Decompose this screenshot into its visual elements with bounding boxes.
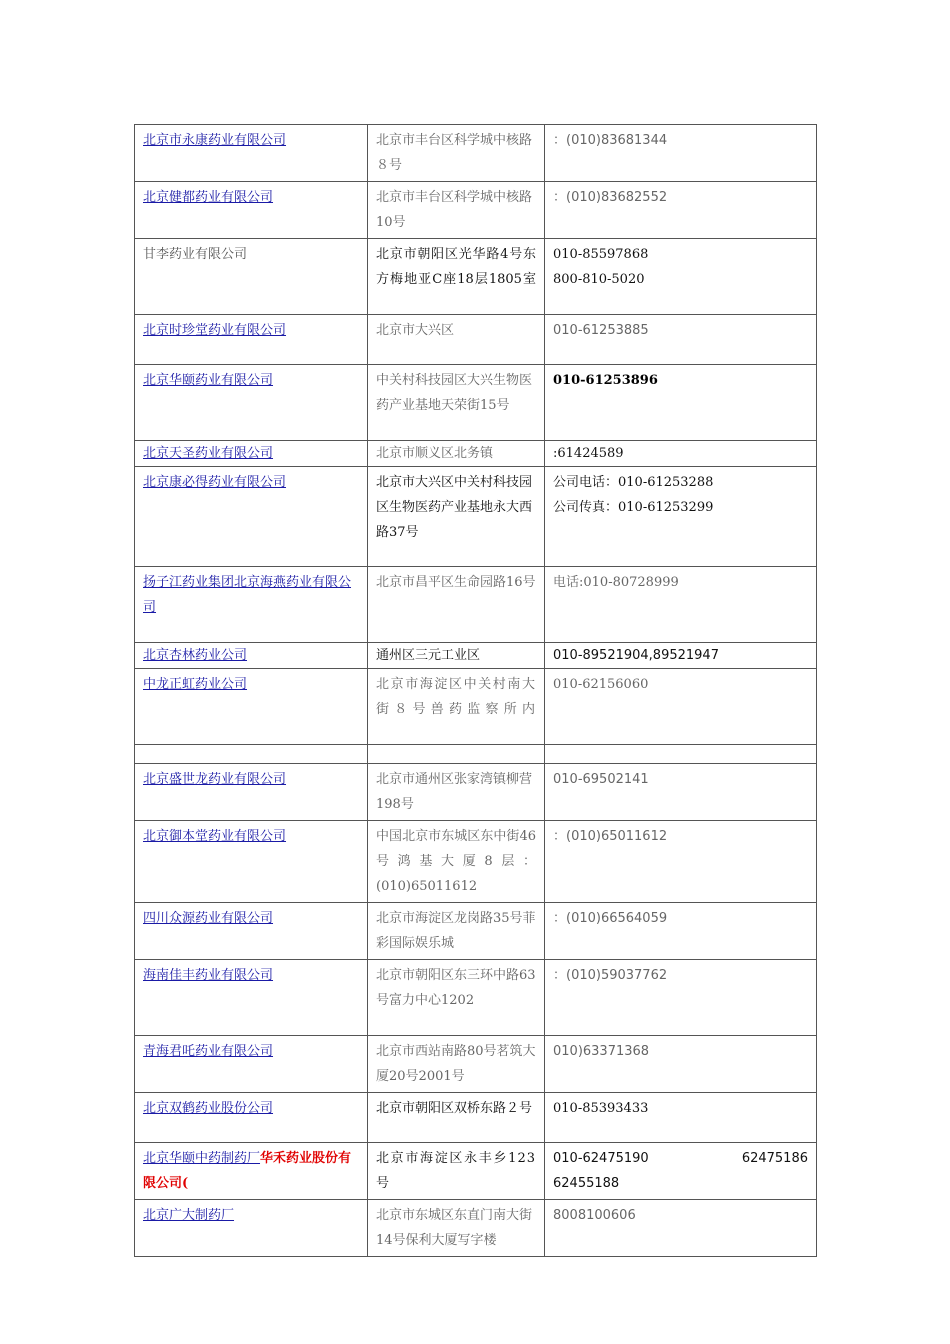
address-cell: 北京市西站南路80号茗筑大厦20号2001号 xyxy=(368,1036,545,1093)
phone-cell xyxy=(545,239,817,315)
empty-cell xyxy=(135,745,368,764)
phone-cell: ：(010)65011612 xyxy=(545,821,817,903)
table-row xyxy=(135,441,817,467)
empty-row xyxy=(135,745,817,764)
company-link[interactable]: 北京市永康药业有限公司 xyxy=(143,133,287,148)
table-row xyxy=(135,467,817,567)
table-row xyxy=(135,182,817,239)
company-link[interactable]: 北京双鹤药业股份公司 xyxy=(143,1101,274,1116)
phone-line: 公司传真：010-61253299 xyxy=(553,500,714,515)
company-link[interactable]: 青海君吒药业有限公司 xyxy=(143,1044,274,1059)
company-link[interactable]: 中龙正虹药业公司 xyxy=(143,677,248,692)
company-cell xyxy=(135,467,368,567)
address-cell: 北京市海淀区中关村南大街８号兽药监察所内 xyxy=(368,669,545,745)
company-cell xyxy=(135,365,368,441)
company-cell xyxy=(135,567,368,643)
phone-line: 010-62475190 62475186 xyxy=(553,1151,808,1166)
phone-cell: 电话:010-80728999 xyxy=(545,567,817,643)
phone-cell: 010-61253885 xyxy=(545,315,817,365)
company-cell xyxy=(135,1143,368,1200)
company-cell xyxy=(135,1200,368,1257)
table-row xyxy=(135,125,817,182)
address-cell: 北京市海淀区龙岗路35号菲彩国际娱乐城 xyxy=(368,903,545,960)
phone-cell xyxy=(545,467,817,567)
phone-line: 公司电话：010-61253288 xyxy=(553,475,714,490)
phone-cell: ：(010)83682552 xyxy=(545,182,817,239)
address-cell: 北京市朝阳区东三环中路63号富力中心1202 xyxy=(368,960,545,1036)
company-link[interactable]: 扬子江药业集团北京海燕药业有限公司 xyxy=(143,575,352,615)
phone-cell: ：(010)66564059 xyxy=(545,903,817,960)
company-link[interactable]: 北京杏林药业公司 xyxy=(143,648,248,663)
company-cell xyxy=(135,441,368,467)
phone-cell: 010-61253896 xyxy=(545,365,817,441)
table-row xyxy=(135,365,817,441)
address-cell: 通州区三元工业区 xyxy=(368,643,545,669)
address-cell: 中关村科技园区大兴生物医药产业基地天荣街15号 xyxy=(368,365,545,441)
company-link[interactable]: 北京天圣药业有限公司 xyxy=(143,446,274,461)
phone-cell xyxy=(545,1143,817,1200)
phone-line: 010-85597868 xyxy=(553,247,649,262)
company-link[interactable]: 北京华颐药业有限公司 xyxy=(143,373,274,388)
table-row xyxy=(135,1143,817,1200)
table-row xyxy=(135,1200,817,1257)
table-row xyxy=(135,567,817,643)
phone-cell: 010-69502141 xyxy=(545,764,817,821)
company-link[interactable]: 海南佳丰药业有限公司 xyxy=(143,968,274,983)
company-cell xyxy=(135,182,368,239)
company-directory-table xyxy=(134,124,817,1257)
table-row xyxy=(135,764,817,821)
company-cell xyxy=(135,903,368,960)
company-cell xyxy=(135,821,368,903)
phone-line: 62455188 xyxy=(553,1176,620,1191)
company-link[interactable]: 四川众源药业有限公司 xyxy=(143,911,274,926)
company-cell xyxy=(135,1093,368,1143)
company-link[interactable]: 北京时珍堂药业有限公司 xyxy=(143,323,287,338)
address-cell: 北京市丰台区科学城中核路８号 xyxy=(368,125,545,182)
address-cell: 北京市昌平区生命园路16号 xyxy=(368,567,545,643)
phone-cell: ：(010)83681344 xyxy=(545,125,817,182)
company-cell xyxy=(135,1036,368,1093)
address-cell: 北京市朝阳区光华路4号东方梅地亚C座18层1805室 xyxy=(368,239,545,315)
address-cell: 北京市顺义区北务镇 xyxy=(368,441,545,467)
company-cell xyxy=(135,315,368,365)
company-link[interactable]: 北京盛世龙药业有限公司 xyxy=(143,772,287,787)
company-name-extra: 华禾药业股份有限公司( xyxy=(143,1151,352,1191)
phone-line: 800-810-5020 xyxy=(553,272,645,287)
table-row xyxy=(135,643,817,669)
empty-cell xyxy=(368,745,545,764)
address-cell: 北京市大兴区中关村科技园区生物医药产业基地永大西路37号 xyxy=(368,467,545,567)
company-link[interactable]: 北京华颐中药制药厂 xyxy=(143,1151,261,1166)
company-cell xyxy=(135,764,368,821)
address-cell: 北京市丰台区科学城中核路10号 xyxy=(368,182,545,239)
table-row xyxy=(135,821,817,903)
address-cell: 北京市海淀区永丰乡123号 xyxy=(368,1143,545,1200)
table-row xyxy=(135,669,817,745)
company-cell xyxy=(135,960,368,1036)
phone-cell: 010)63371368 xyxy=(545,1036,817,1093)
table-row xyxy=(135,239,817,315)
company-link[interactable]: 北京康必得药业有限公司 xyxy=(143,475,287,490)
address-cell: 北京市通州区张家湾镇柳营198号 xyxy=(368,764,545,821)
phone-cell: 010-85393433 xyxy=(545,1093,817,1143)
phone-cell: 8008100606 xyxy=(545,1200,817,1257)
table-row xyxy=(135,1093,817,1143)
phone-cell: ：(010)59037762 xyxy=(545,960,817,1036)
company-link[interactable]: 北京广大制药厂 xyxy=(143,1208,235,1223)
phone-cell: 010-89521904,89521947 xyxy=(545,643,817,669)
table-row xyxy=(135,960,817,1036)
company-cell xyxy=(135,669,368,745)
address-cell: 北京市朝阳区双桥东路２号 xyxy=(368,1093,545,1143)
table-row xyxy=(135,315,817,365)
phone-cell: :61424589 xyxy=(545,441,817,467)
address-cell: 中国北京市东城区东中街46号鸿基大厦8层：(010)65011612 xyxy=(368,821,545,903)
company-link[interactable]: 北京御本堂药业有限公司 xyxy=(143,829,287,844)
address-cell: 北京市东城区东直门南大街14号保利大厦写字楼 xyxy=(368,1200,545,1257)
company-cell xyxy=(135,125,368,182)
company-cell: 甘李药业有限公司 xyxy=(135,239,368,315)
table-row xyxy=(135,903,817,960)
table-row xyxy=(135,1036,817,1093)
address-cell: 北京市大兴区 xyxy=(368,315,545,365)
company-cell xyxy=(135,643,368,669)
company-link[interactable]: 北京健都药业有限公司 xyxy=(143,190,274,205)
phone-cell: 010-62156060 xyxy=(545,669,817,745)
empty-cell xyxy=(545,745,817,764)
